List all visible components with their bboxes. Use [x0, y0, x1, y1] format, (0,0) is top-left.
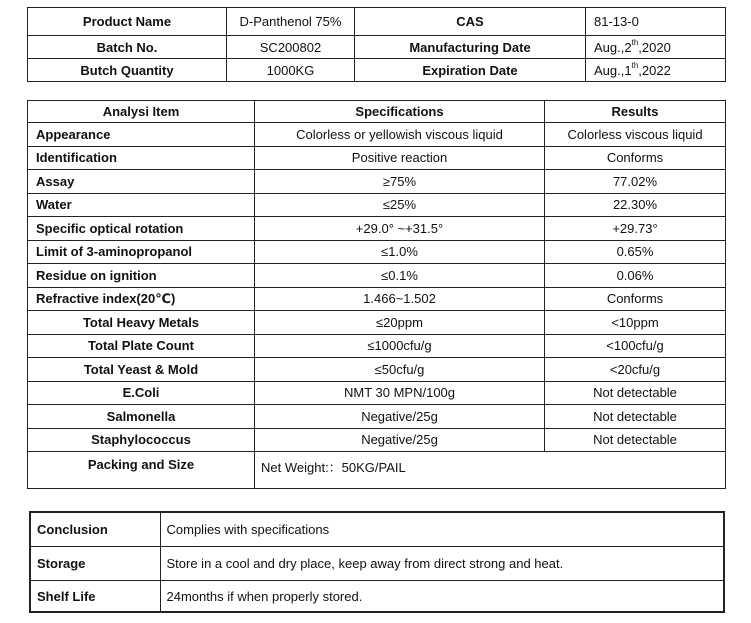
table-row — [28, 146, 726, 170]
result-cell: <100cfu/g — [545, 334, 726, 358]
item-cell: Total Plate Count — [28, 334, 255, 358]
column-header-item: Analysi Item — [28, 101, 255, 123]
result-cell: Not detectable — [545, 405, 726, 429]
column-header-result: Results — [545, 101, 726, 123]
exp-date-sup: th — [631, 60, 639, 70]
product-info-table — [27, 7, 726, 82]
result-cell: 0.65% — [545, 240, 726, 264]
item-cell: Total Heavy Metals — [28, 311, 255, 335]
item-cell: Assay — [28, 170, 255, 194]
product-row — [28, 8, 726, 36]
product-name-label: Product Name — [28, 8, 227, 36]
table-row — [28, 428, 726, 452]
result-cell: Not detectable — [545, 381, 726, 405]
table-row — [28, 264, 726, 288]
batch-row — [28, 36, 726, 59]
result-cell: Colorless viscous liquid — [545, 123, 726, 147]
mfg-date-sup: th — [631, 37, 639, 47]
table-row — [28, 405, 726, 429]
spec-cell: ≤25% — [255, 193, 545, 217]
spec-cell: Negative/25g — [255, 405, 545, 429]
item-cell: Residue on ignition — [28, 264, 255, 288]
exp-date-prefix: Aug.,1 — [594, 62, 632, 78]
item-cell: Total Yeast & Mold — [28, 358, 255, 382]
result-cell: Conforms — [545, 146, 726, 170]
spec-cell: Colorless or yellowish viscous liquid — [255, 123, 545, 147]
table-row — [28, 123, 726, 147]
table-row — [28, 287, 726, 311]
spec-cell: ≤50cfu/g — [255, 358, 545, 382]
result-cell: 0.06% — [545, 264, 726, 288]
table-row — [28, 193, 726, 217]
analysis-table — [27, 100, 726, 489]
conclusion-label: Conclusion — [30, 512, 160, 547]
result-cell: <20cfu/g — [545, 358, 726, 382]
result-cell: Conforms — [545, 287, 726, 311]
shelf-life-row — [30, 581, 724, 613]
item-cell: Specific optical rotation — [28, 217, 255, 241]
mfg-date-label: Manufacturing Date — [355, 36, 586, 59]
mfg-date-suffix: ,2020 — [638, 39, 671, 55]
cas-value: 81-13-0 — [586, 8, 726, 36]
spec-cell: +29.0° ~+31.5° — [255, 217, 545, 241]
item-cell: Limit of 3-aminopropanol — [28, 240, 255, 264]
packing-value: Net Weight:：50KG/PAIL — [255, 452, 726, 489]
exp-date-value — [586, 59, 726, 82]
batch-value: SC200802 — [227, 36, 355, 59]
spec-cell: Positive reaction — [255, 146, 545, 170]
spec-cell: ≤1000cfu/g — [255, 334, 545, 358]
result-cell: <10ppm — [545, 311, 726, 335]
item-cell: Identification — [28, 146, 255, 170]
mfg-date-prefix: Aug.,2 — [594, 39, 632, 55]
quantity-row — [28, 59, 726, 82]
spec-cell: 1.466~1.502 — [255, 287, 545, 311]
packing-label: Packing and Size — [28, 452, 255, 489]
exp-date-suffix: ,2022 — [638, 62, 671, 78]
spec-cell: NMT 30 MPN/100g — [255, 381, 545, 405]
analysis-header-row — [28, 101, 726, 123]
table-row — [28, 170, 726, 194]
table-row — [28, 334, 726, 358]
result-cell: +29.73° — [545, 217, 726, 241]
exp-date-label: Expiration Date — [355, 59, 586, 82]
table-row — [28, 311, 726, 335]
item-cell: Refractive index(20℃) — [28, 287, 255, 311]
result-cell: 22.30% — [545, 193, 726, 217]
spec-cell: ≥75% — [255, 170, 545, 194]
mfg-date-value — [586, 36, 726, 59]
table-row — [28, 217, 726, 241]
storage-label: Storage — [30, 547, 160, 581]
table-row — [28, 381, 726, 405]
table-row — [28, 240, 726, 264]
item-cell: Water — [28, 193, 255, 217]
result-cell: Not detectable — [545, 428, 726, 452]
spec-cell: ≤20ppm — [255, 311, 545, 335]
column-header-spec: Specifications — [255, 101, 545, 123]
item-cell: Appearance — [28, 123, 255, 147]
table-row — [28, 358, 726, 382]
spec-cell: Negative/25g — [255, 428, 545, 452]
shelf-life-value: 24months if when properly stored. — [160, 581, 724, 613]
conclusion-row — [30, 512, 724, 547]
item-cell: Staphylococcus — [28, 428, 255, 452]
storage-row — [30, 547, 724, 581]
summary-table — [29, 511, 725, 613]
spec-cell: ≤0.1% — [255, 264, 545, 288]
storage-value: Store in a cool and dry place, keep away from direct strong and heat. — [160, 547, 724, 581]
item-cell: Salmonella — [28, 405, 255, 429]
quantity-label: Butch Quantity — [28, 59, 227, 82]
conclusion-value: Complies with specifications — [160, 512, 724, 547]
cas-label: CAS — [355, 8, 586, 36]
spec-cell: ≤1.0% — [255, 240, 545, 264]
result-cell: 77.02% — [545, 170, 726, 194]
quantity-value: 1000KG — [227, 59, 355, 82]
shelf-life-label: Shelf Life — [30, 581, 160, 613]
item-cell: E.Coli — [28, 381, 255, 405]
packing-row — [28, 452, 726, 489]
batch-label: Batch No. — [28, 36, 227, 59]
product-name-value: D-Panthenol 75% — [227, 8, 355, 36]
